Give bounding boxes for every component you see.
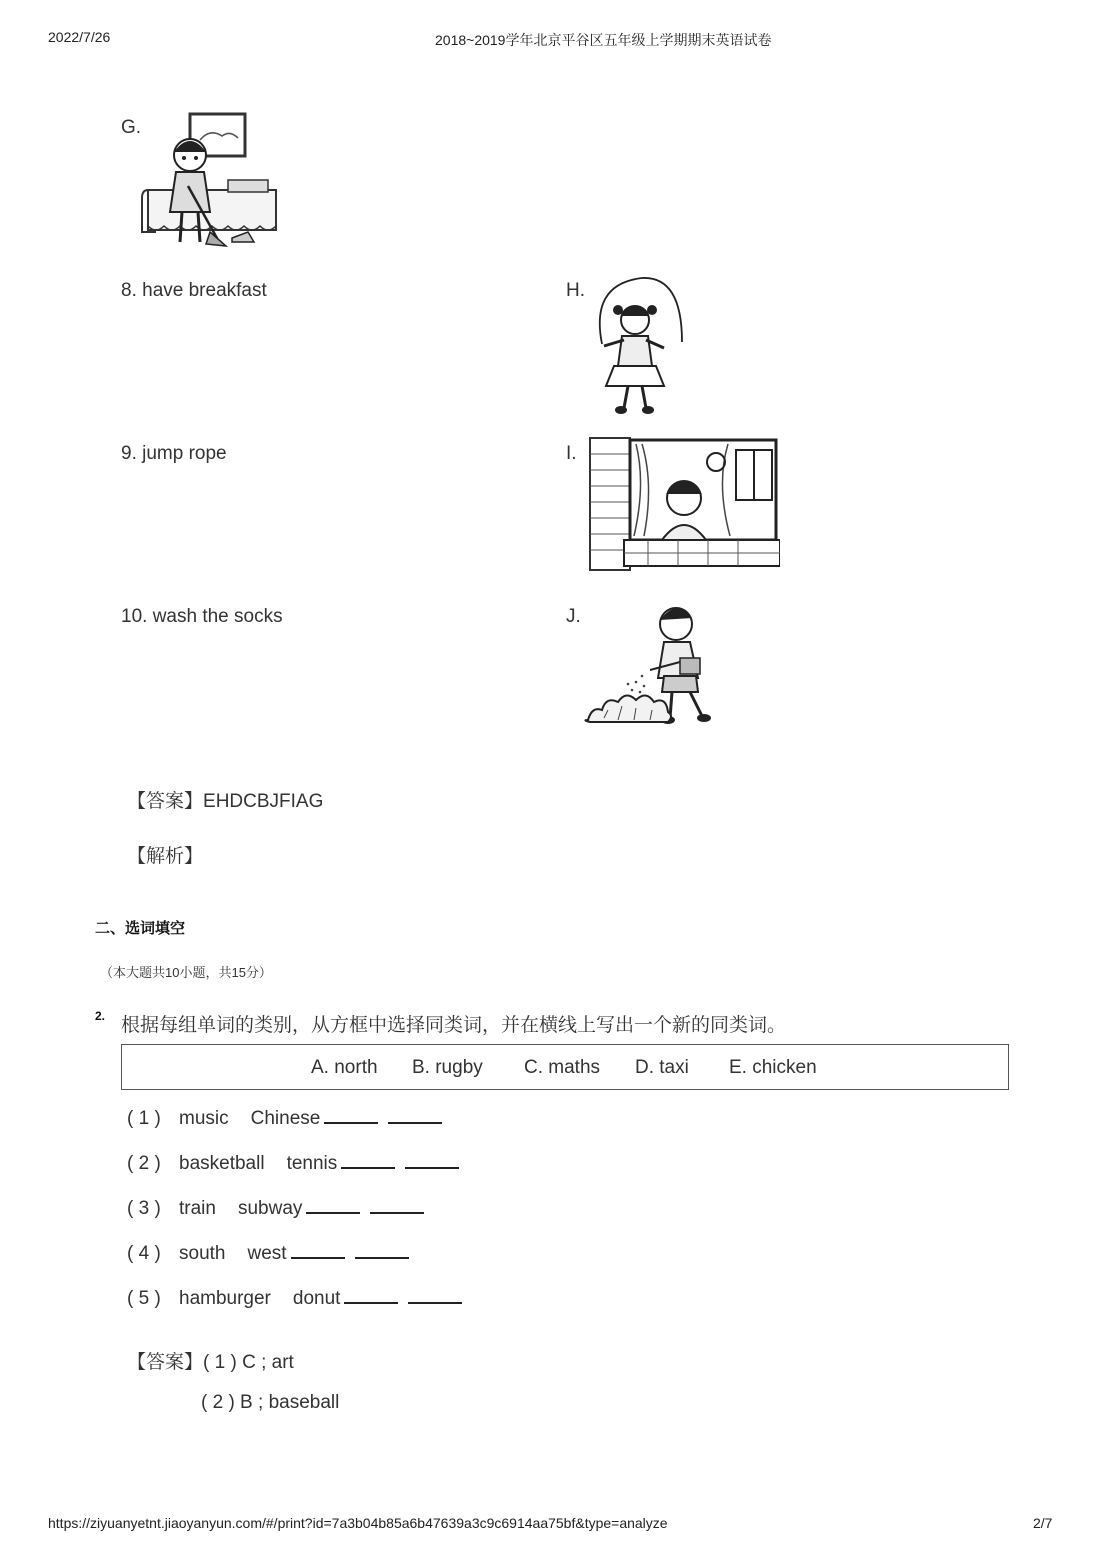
answer-blank[interactable] bbox=[388, 1104, 442, 1124]
answer-blank[interactable] bbox=[355, 1239, 409, 1259]
item-word: basketball bbox=[179, 1153, 265, 1174]
word-bank-box bbox=[121, 1044, 1009, 1090]
item-number: ( 5 ) bbox=[127, 1288, 161, 1309]
answer-value: ( 1 ) C ; art bbox=[203, 1352, 294, 1373]
answer-value: ( 2 ) B ; baseball bbox=[201, 1392, 340, 1413]
fill-item bbox=[127, 1239, 409, 1265]
item-word: tennis bbox=[286, 1153, 338, 1174]
section-info: （本大题共10小题，共15分） bbox=[100, 965, 272, 980]
answer-blank[interactable] bbox=[341, 1149, 395, 1169]
item-number: ( 3 ) bbox=[127, 1198, 161, 1219]
girl-jumping-rope-illustration bbox=[588, 272, 698, 420]
word-option: B. rugby bbox=[412, 1057, 483, 1078]
question-number: 2. bbox=[95, 1009, 106, 1023]
item-number: ( 1 ) bbox=[127, 1108, 161, 1129]
word-option: A. north bbox=[311, 1057, 378, 1078]
fill-item bbox=[127, 1104, 442, 1130]
analysis-label: 【解析】 bbox=[127, 846, 204, 867]
section-title: 二、选词填空 bbox=[95, 920, 186, 937]
document-title: 2018~2019学年北京平谷区五年级上学期期末英语试卷 bbox=[435, 32, 772, 48]
item-word: subway bbox=[237, 1198, 303, 1219]
boy-watering-plants-illustration bbox=[584, 596, 734, 734]
item-word: donut bbox=[292, 1288, 341, 1309]
answer-value: EHDCBJFIAG bbox=[203, 791, 324, 812]
fill-item bbox=[127, 1284, 462, 1310]
word-option: E. chicken bbox=[729, 1057, 817, 1078]
answer-blank[interactable] bbox=[344, 1284, 398, 1304]
item-number: ( 2 ) bbox=[127, 1153, 161, 1174]
girl-at-window-illustration bbox=[588, 436, 780, 576]
answer-blank[interactable] bbox=[291, 1239, 345, 1259]
answer-line bbox=[127, 1347, 294, 1374]
item-word: south bbox=[179, 1243, 226, 1264]
answer-blank[interactable] bbox=[408, 1284, 462, 1304]
word-option: D. taxi bbox=[635, 1057, 689, 1078]
answer-blank[interactable] bbox=[324, 1104, 378, 1124]
answer-line bbox=[127, 786, 323, 813]
phrase-item: 8. have breakfast bbox=[121, 280, 267, 301]
item-word: Chinese bbox=[250, 1108, 321, 1129]
question-text: 根据每组单词的类别，从方框中选择同类词，并在横线上写出一个新的同类词。 bbox=[121, 1015, 787, 1036]
answer-label: 【答案】 bbox=[127, 1352, 204, 1373]
word-option: C. maths bbox=[524, 1057, 601, 1078]
page-url[interactable]: https://ziyuanyetnt.jiaoyanyun.com/#/print?id=7a3b04b85a6b47639a3c9c6914aa75bf&type=analyze bbox=[48, 1515, 668, 1531]
girl-sweeping-floor-illustration bbox=[140, 100, 285, 255]
picture-label-h: H. bbox=[566, 280, 585, 301]
item-word: music bbox=[179, 1108, 229, 1129]
item-number: ( 4 ) bbox=[127, 1243, 161, 1264]
fill-item bbox=[127, 1194, 424, 1220]
item-word: train bbox=[179, 1198, 216, 1219]
answer-blank[interactable] bbox=[370, 1194, 424, 1214]
picture-label-j: J. bbox=[566, 606, 581, 627]
item-word: west bbox=[247, 1243, 287, 1264]
page-number: 2/7 bbox=[1033, 1515, 1053, 1531]
fill-item bbox=[127, 1149, 459, 1175]
answer-label: 【答案】 bbox=[127, 791, 204, 812]
answer-blank[interactable] bbox=[306, 1194, 360, 1214]
picture-label-i: I. bbox=[566, 443, 577, 464]
phrase-item: 9. jump rope bbox=[121, 443, 227, 464]
print-date: 2022/7/26 bbox=[48, 29, 111, 45]
item-word: hamburger bbox=[179, 1288, 271, 1309]
picture-label-g: G. bbox=[121, 117, 142, 138]
answer-blank[interactable] bbox=[405, 1149, 459, 1169]
phrase-item: 10. wash the socks bbox=[121, 606, 283, 627]
